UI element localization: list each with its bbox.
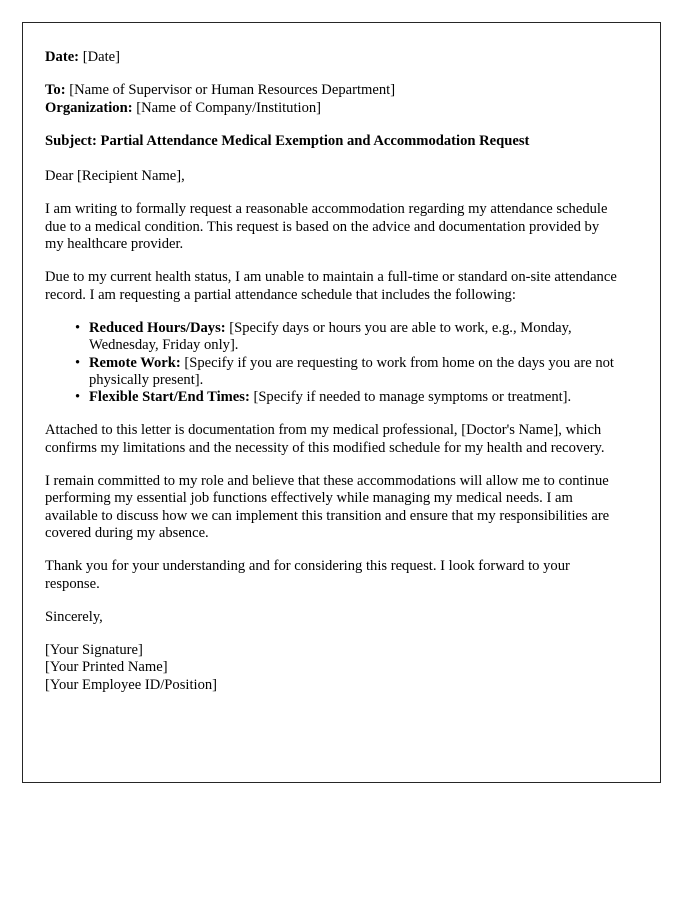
list-item bbox=[75, 389, 619, 406]
paragraph-attachment: Attached to this letter is documentation from my medical professional, [Doctor's Name], which confirms my limitations and the necessity of this modified schedule for my health and recovery. bbox=[45, 422, 605, 456]
letter-page-border bbox=[22, 22, 661, 783]
sign-off: Sincerely, bbox=[45, 608, 103, 625]
employee-id-line: [Your Employee ID/Position] bbox=[45, 676, 218, 693]
list-item-label: Flexible Start/End Times: bbox=[89, 389, 250, 406]
paragraph-commitment: I remain committed to my role and believe that these accommodations will allow me to continue performing my essential job functions effectively while managing my medical needs. I am available to discuss how we can implement this transition and ensure that my responsibilities are covered during my absence. bbox=[45, 473, 610, 541]
to-label: To: bbox=[45, 82, 66, 99]
printed-name-line: [Your Printed Name] bbox=[45, 659, 168, 676]
date-block bbox=[45, 49, 619, 66]
to-value: [Name of Supervisor or Human Resources Department] bbox=[69, 82, 396, 99]
list-item-label: Remote Work: bbox=[89, 354, 181, 371]
bullet-icon: • bbox=[75, 354, 81, 371]
organization-line bbox=[45, 100, 619, 117]
paragraph-thanks: Thank you for your understanding and for considering this request. I look forward to your response. bbox=[45, 558, 570, 592]
list-item bbox=[75, 320, 619, 355]
bullet-icon: • bbox=[75, 389, 81, 406]
organization-value: [Name of Company/Institution] bbox=[136, 99, 322, 116]
date-value: [Date] bbox=[82, 49, 120, 65]
signature-line: [Your Signature] bbox=[45, 642, 143, 659]
signature-block bbox=[45, 642, 619, 694]
letter-body bbox=[23, 23, 660, 694]
accommodation-request-list bbox=[45, 320, 619, 406]
list-item bbox=[75, 355, 619, 390]
date-line bbox=[45, 49, 619, 66]
paragraph-request-lead: Due to my current health status, I am unable to maintain a full-time or standard on-site attendance record. I am requesting a partial attendance schedule that includes the following: bbox=[45, 269, 617, 303]
list-item-text: [Specify days or hours you are able to work, e.g., Monday, Wednesday, Friday only]. bbox=[89, 319, 572, 354]
date-label: Date: bbox=[45, 49, 80, 65]
recipient-block bbox=[45, 82, 619, 117]
organization-label: Organization: bbox=[45, 99, 133, 116]
list-item-text: [Specify if needed to manage symptoms or treatment]. bbox=[249, 389, 572, 406]
to-line bbox=[45, 82, 619, 99]
paragraph-intro: I am writing to formally request a reasonable accommodation regarding my attendance schedule due to a medical condition. This request is based on the advice and documentation provided by my healthcare provider. bbox=[45, 201, 608, 253]
salutation: Dear [Recipient Name], bbox=[45, 168, 185, 185]
list-item-label: Reduced Hours/Days: bbox=[89, 319, 226, 336]
bullet-icon: • bbox=[75, 319, 81, 336]
subject-line: Subject: Partial Attendance Medical Exemption and Accommodation Request bbox=[45, 132, 530, 149]
list-item-text: [Specify if you are requesting to work from home on the days you are not physically present]. bbox=[89, 354, 614, 388]
